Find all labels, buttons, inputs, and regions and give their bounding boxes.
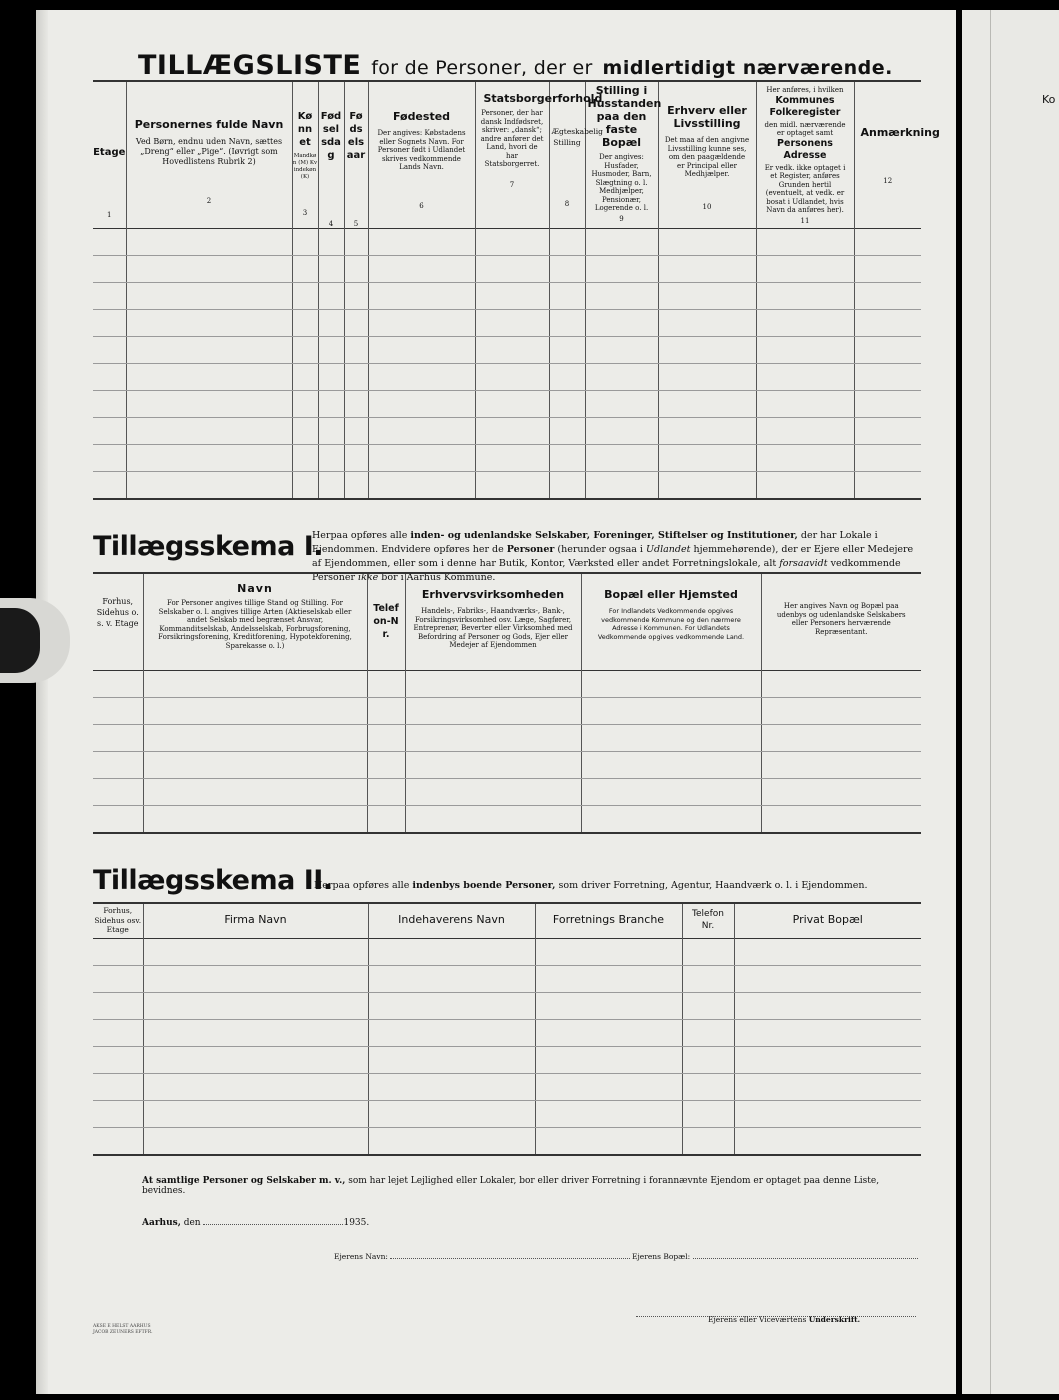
table1-row[interactable] [93, 472, 921, 500]
certification-bold: At samtlige Personer og Selskaber m. v., [142, 1176, 346, 1186]
col-birthday-label: Fødselsdag [320, 111, 342, 161]
date-line [142, 1218, 369, 1228]
s2-col-etage-label: Forhus, Sidehus osv. Etage [94, 906, 142, 934]
skema1-table [93, 574, 921, 834]
page-binding-edge [36, 10, 48, 1394]
skema1-note-pre: Herpaa opføres alle [312, 530, 408, 541]
skema1-note-bold1: inden- og udenlandske Selskaber, Foreninger, Stiftelser og Institutioner, [410, 530, 798, 541]
table1-row[interactable] [93, 364, 921, 391]
skema2-row[interactable] [93, 1127, 921, 1155]
col-num-5: 5 [353, 220, 359, 228]
signature-caption [708, 1315, 860, 1324]
s2-col-owner-label: Indehaverens Navn [398, 913, 505, 926]
col-marital-label: Ægteskabelig Stilling [551, 127, 603, 147]
s1-col-name-sub: For Personer angives tillige Stand og Stilling. For Selskaber o. l. angives tillige Arten (Aktieselskab eller andet Selskab med begrænset Ansvar, Kommanditselskab, Andelsselskab, Forbrugsforening, Forsikringsforening, Kreditforening, Hypotekforening, Sparekasse o. l.) [158, 599, 352, 650]
skema2-title: Tillægsskema II. [93, 865, 333, 896]
col-birthday [318, 82, 344, 229]
s2-col-branch-label: Forretnings Branche [552, 913, 665, 926]
col-name-sub: Ved Børn, endnu uden Navn, sættes „Dreng“ eller „Pige“. (Iøvrigt som Hovedlistens Rubrik 2) [135, 137, 283, 166]
col-num-3: 3 [302, 209, 308, 217]
s1-col-name-label: Navn [237, 582, 273, 595]
adjacent-page [962, 10, 1059, 1394]
skema2-row[interactable] [93, 1046, 921, 1073]
skema1-note-line2-post: hjemmehørende), der er Ejere eller Medejere af Ejendommen, eller som [312, 544, 914, 569]
col-registry-pre: Her anføres, i hvilken [766, 86, 844, 94]
skema2-row[interactable] [93, 992, 921, 1019]
col-citizenship-label: Statsborgerforhold [483, 92, 603, 105]
s1-col-representative [761, 574, 921, 670]
s1-col-representative-sub: Her angives Navn og Bopæl paa udenbys og udenlandske Selskabers eller Personers herværende Repræsentant. [776, 602, 906, 636]
skema1-note-post1: der har Lokale i Ejendommen. [312, 530, 878, 555]
col-registry [756, 82, 854, 229]
skema1-note-bold2: Personer [506, 544, 555, 555]
s1-col-business [405, 574, 581, 670]
col-num-2: 2 [206, 197, 212, 205]
title-rest: for de Personer, der er [371, 57, 593, 79]
owner-address-label: Ejerens Bopæl: [632, 1252, 691, 1261]
s1-col-business-label: Erhvervsvirksomheden [421, 588, 565, 601]
col-occupation-label: Erhverv eller Livsstilling [667, 104, 747, 130]
skema1-note-italic2: forsaavidt [779, 558, 828, 569]
table1-row[interactable] [93, 418, 921, 445]
table1-row[interactable] [93, 256, 921, 283]
col-sex [292, 82, 318, 229]
year-label: 1935. [343, 1218, 370, 1228]
col-birthplace [368, 82, 475, 229]
s2-col-owner [368, 904, 535, 938]
adjacent-page-text: Ko [1042, 93, 1056, 106]
s2-col-phone [682, 904, 734, 938]
s2-col-private [734, 904, 921, 938]
col-num-8: 8 [564, 200, 570, 208]
col-household-label: Stilling i Husstanden paa den faste Bopæl [587, 84, 662, 149]
skema1-note-line3-pre: i denne har Butik, Kontor, Værksted eller andet Forretningslokale, alt [440, 558, 777, 569]
col-num-7: 7 [509, 180, 515, 189]
s2-col-firm [143, 904, 368, 938]
page-title [138, 50, 893, 81]
s1-col-business-sub: Handels-, Fabriks-, Haandværks-, Bank-, Forsikringsvirksomhed osv. Læge, Sagfører, Entreprenør, Beverter eller Virksomhed med Befordring af Personer og Gods, Ejer eller Medejer af Ejendommen [413, 607, 573, 649]
title-main: TILLÆGSLISTE [138, 50, 362, 81]
s2-col-firm-label: Firma Navn [224, 913, 287, 926]
skema2-row[interactable] [93, 1073, 921, 1100]
col-remark [854, 82, 940, 229]
skema1-row[interactable] [93, 670, 921, 697]
table1-row[interactable] [93, 229, 921, 256]
s1-col-residence-sub: For Indlandets Vedkommende opgives vedkommende Kommune og den nærmere Adresse i Kommunen. For Udlandets Vedkommende opgives vedkommende Land. [597, 607, 745, 641]
skema1-row[interactable] [93, 751, 921, 778]
page-fold [990, 10, 991, 1394]
table1-row[interactable] [93, 283, 921, 310]
owner-address-line [632, 1252, 918, 1261]
col-remark-label: Anmærkning [860, 126, 940, 139]
col-birthplace-sub: Der angives: Købstadens eller Sognets Navn. For Personer født i Udlandet skrives vedkommende Lands Navn. [377, 129, 466, 171]
col-num-6: 6 [419, 201, 424, 210]
owner-name-field[interactable] [390, 1258, 630, 1259]
skema1-note-italic3: ikke [358, 572, 379, 583]
certification-rest: som har lejet Lejlighed eller Lokaler, bor eller driver Forretning i forannævnte Ejendom er optaget paa denne Liste, bevidnes. [142, 1176, 880, 1196]
s1-col-residence [581, 574, 761, 670]
table1-row[interactable] [93, 445, 921, 472]
s1-col-residence-label: Bopæl eller Hjemsted [604, 588, 738, 601]
den-label: den [183, 1218, 201, 1228]
title-emph: midlertidigt nærværende. [602, 57, 893, 79]
col-etage [93, 82, 126, 229]
col-registry-label2: Personens Adresse [777, 137, 833, 161]
signature-caption-bold: Underskrift. [808, 1315, 861, 1324]
col-num-11: 11 [800, 216, 810, 225]
s1-col-etage [93, 574, 143, 670]
s2-col-private-label: Privat Bopæl [792, 913, 863, 926]
skema1-note-line2-mid: (herunder ogsaa i [557, 544, 643, 555]
col-num-4: 4 [328, 220, 334, 228]
col-num-1: 1 [107, 211, 112, 219]
place-label: Aarhus, [142, 1218, 181, 1228]
skema2-note-bold: indenbys boende Personer, [412, 880, 556, 891]
skema1-note-line3-post: bor i Aarhus Kommune. [381, 572, 496, 583]
skema1-title: Tillægsskema I. [93, 531, 324, 562]
skema2-row[interactable] [93, 965, 921, 992]
col-birthplace-label: Fødested [392, 110, 451, 123]
skema2-row[interactable] [93, 938, 921, 965]
table1-row[interactable] [93, 391, 921, 418]
col-occupation-sub: Det maa af den angivne Livsstilling kunne ses, om den paagældende er Principal eller Medhjælper. [664, 136, 750, 178]
col-birthyear-label: Fødselsaar [346, 111, 366, 161]
skema2-row[interactable] [93, 1100, 921, 1127]
s2-col-etage [93, 904, 143, 938]
skema1-row[interactable] [93, 724, 921, 751]
col-num-12: 12 [883, 177, 893, 185]
owner-address-field[interactable] [693, 1258, 918, 1259]
skema1-row[interactable] [93, 778, 921, 805]
col-registry-label: Kommunes Folkeregister [769, 94, 841, 118]
signature-caption-pre: Ejerens eller Viceværtens [708, 1315, 807, 1324]
s2-col-branch [535, 904, 682, 938]
col-sex-label: Kønnet [297, 111, 313, 148]
skema2-note-pre: Herpaa opføres alle [314, 880, 410, 891]
skema1-row[interactable] [93, 697, 921, 724]
skema2-note-post: som driver Forretning, Agentur, Haandværk o. l. i Ejendommen. [558, 880, 868, 891]
s1-col-etage-label: Forhus, Sidehus o. s. v. Etage [96, 597, 139, 628]
owner-name-label: Ejerens Navn: [334, 1252, 388, 1261]
skema1-note-italic1: Udlandet [646, 544, 691, 555]
skema2-row[interactable] [93, 1019, 921, 1046]
s2-col-phone-label: Telefon Nr. [692, 909, 724, 931]
col-birthyear [344, 82, 368, 229]
col-registry-mid: den midl. nærværende er optaget samt [764, 120, 846, 137]
table1-row[interactable] [93, 310, 921, 337]
col-household [585, 82, 662, 229]
printer-imprint: AKSE E HELST AARHUS JACOB ZEUNERS EFTFR. [93, 1324, 153, 1335]
col-sex-sub: Mandkøn (M) Kvindekøn (K) [292, 153, 318, 180]
table1 [93, 82, 940, 500]
skema2-table [93, 904, 921, 1156]
col-registry-sub: Er vedk. ikke optaget i et Register, anføres Grunden hertil (eventuelt, at vedk. er bosat i Udlandet, hvis Navn da anføres her). [764, 163, 846, 214]
s1-col-name [143, 574, 367, 670]
date-field[interactable] [203, 1224, 343, 1225]
s1-col-phone [367, 574, 405, 670]
skema1-note-line2-pre: Endvidere opføres her de [381, 544, 504, 555]
s1-col-phone-label: Telefon-Nr. [373, 603, 399, 640]
col-name [126, 82, 292, 229]
table1-row[interactable] [93, 337, 921, 364]
certification-text [142, 1176, 922, 1196]
col-etage-label: Etage [93, 147, 126, 158]
col-num-10: 10 [702, 202, 712, 211]
col-household-sub: Der angives: Husfader, Husmoder, Barn, Slægtning o. l. Medhjælper, Pensionær, Logerende o. l. [591, 153, 652, 212]
col-name-label: Personernes fulde Navn [134, 118, 284, 131]
col-occupation [658, 82, 756, 229]
skema1-row[interactable] [93, 805, 921, 833]
owner-name-line [334, 1252, 630, 1261]
col-citizenship-sub: Personer, der har dansk Indfødsret, skriver: „dansk“; andre anfører det Land, hvori de har Statsborgerret. [480, 109, 544, 168]
skema1-note-line3-mid: vedkommende Personer [312, 558, 901, 583]
skema2-note [314, 879, 924, 893]
col-num-9: 9 [619, 214, 624, 223]
